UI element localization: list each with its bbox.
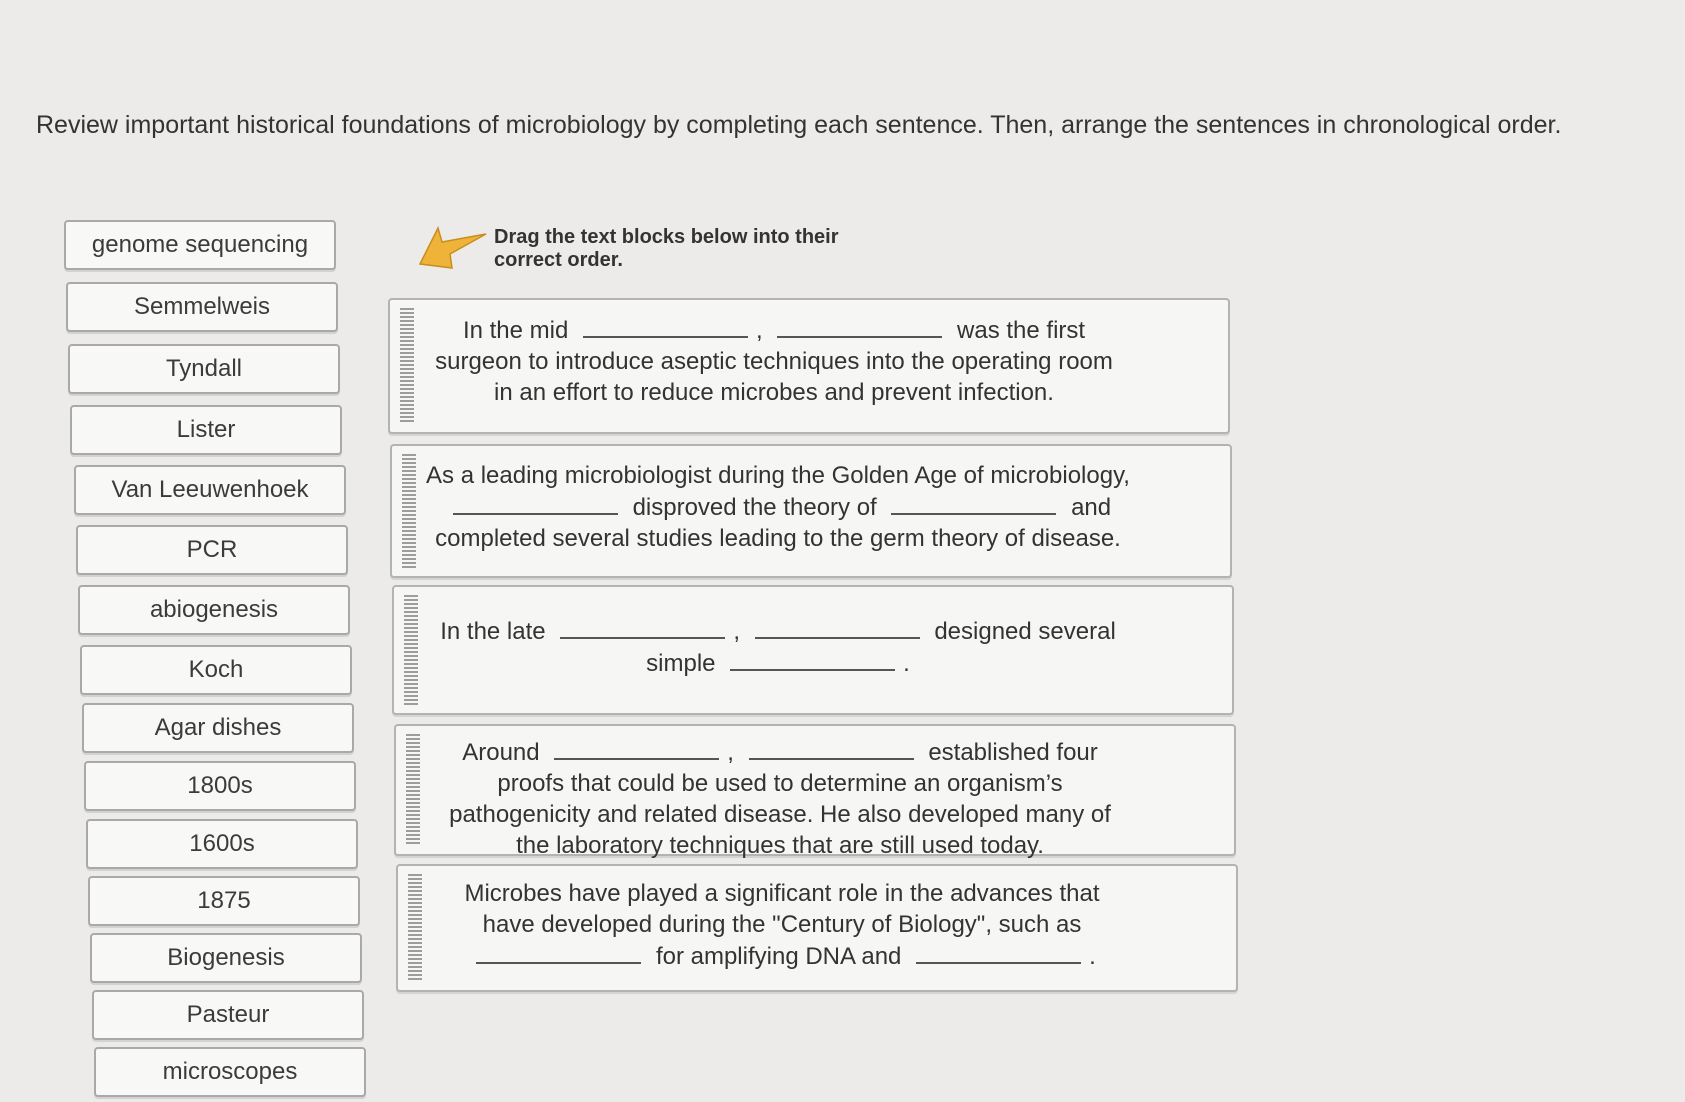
blank-slot[interactable] <box>891 491 1056 515</box>
word-tile-pasteur[interactable]: Pasteur <box>92 990 364 1040</box>
sentence-text: Around , established four proofs that could be used to determine an organism’s pathogenicity and related disease. He also developed many of the laboratory techniques that are still used today. <box>436 736 1124 861</box>
sentence-block-4[interactable] <box>394 724 1236 859</box>
instruction-text: Review important historical foundations of microbiology by completing each sentence. Then, arrange the sentences in chronological order. <box>36 111 1562 139</box>
drag-hint <box>416 226 874 272</box>
word-tile-microscopes[interactable]: microscopes <box>94 1047 366 1097</box>
drag-hint-text: Drag the text blocks below into their correct order. <box>494 226 839 271</box>
drag-handle-icon[interactable] <box>402 454 416 568</box>
word-tile-1800s[interactable]: 1800s <box>84 761 356 811</box>
word-tile-koch[interactable]: Koch <box>80 645 352 695</box>
sentence-block-5[interactable] <box>396 864 1238 992</box>
drag-handle-icon[interactable] <box>404 595 418 705</box>
blank-slot[interactable] <box>777 314 942 338</box>
word-tile-biogenesis[interactable]: Biogenesis <box>90 933 362 983</box>
blank-slot[interactable] <box>916 940 1081 964</box>
word-tile-abiogenesis[interactable]: abiogenesis <box>78 585 350 635</box>
drag-handle-icon[interactable] <box>408 874 422 982</box>
sentence-text: As a leading microbiologist during the Golden Age of microbiology, disproved the theory of and completed several studies leading to the germ theory of disease. <box>426 462 1130 552</box>
blank-slot[interactable] <box>560 615 725 639</box>
word-tile-semmelweis[interactable]: Semmelweis <box>66 282 338 332</box>
word-tile-1875[interactable]: 1875 <box>88 876 360 926</box>
blank-slot[interactable] <box>749 736 914 760</box>
blank-slot[interactable] <box>730 647 895 671</box>
blank-slot[interactable] <box>476 940 641 964</box>
sentence-text: Microbes have played a significant role in the advances that have developed during the "Century of Biology", such as for amplifying DNA and . <box>464 880 1100 970</box>
sentence-block-1[interactable] <box>388 298 1230 434</box>
sentence-text: In the late , designed several simple . <box>434 615 1122 679</box>
word-tile-lister[interactable]: Lister <box>70 405 342 455</box>
blank-slot[interactable] <box>755 615 920 639</box>
sentence-block-2[interactable] <box>390 444 1232 578</box>
word-tile-agar-dishes[interactable]: Agar dishes <box>82 703 354 753</box>
drag-handle-icon[interactable] <box>400 308 414 424</box>
blank-slot[interactable] <box>453 491 618 515</box>
drag-handle-icon[interactable] <box>406 734 420 846</box>
word-tile-genome-sequencing[interactable]: genome sequencing <box>64 220 336 270</box>
blank-slot[interactable] <box>583 314 748 338</box>
blank-slot[interactable] <box>554 736 719 760</box>
sentence-block-3[interactable] <box>392 585 1234 715</box>
word-tile-tyndall[interactable]: Tyndall <box>68 344 340 394</box>
word-tile-van-leeuwenhoek[interactable]: Van Leeuwenhoek <box>74 465 346 515</box>
word-tile-1600s[interactable]: 1600s <box>86 819 358 869</box>
arrow-left-icon <box>416 226 488 272</box>
sentence-text: In the mid , was the first surgeon to introduce aseptic techniques into the operating room in an effort to reduce microbes and prevent infection. <box>430 314 1118 408</box>
word-tile-pcr[interactable]: PCR <box>76 525 348 575</box>
